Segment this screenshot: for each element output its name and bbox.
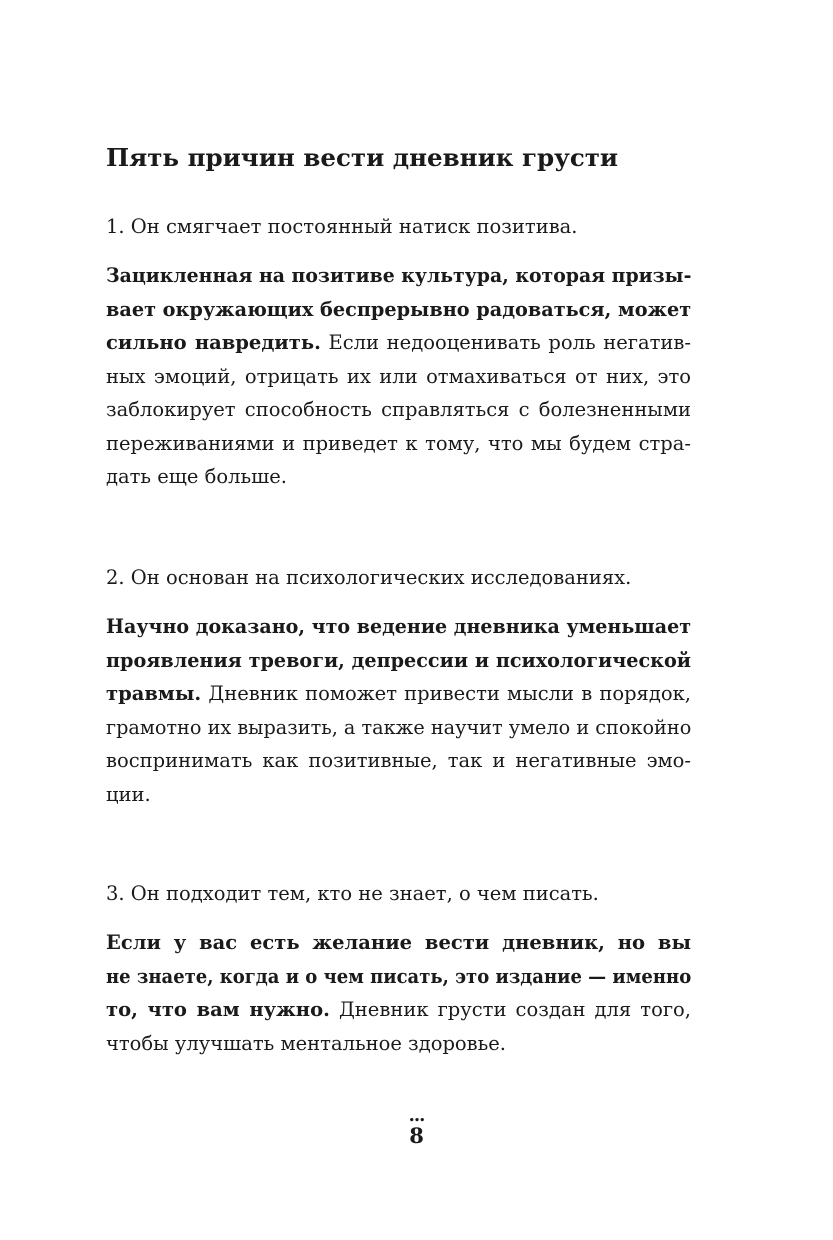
text-line: Зацикленная на позитиве культура, которая призы- [106,264,692,287]
text-line: сильно навредить. Если недооценивать роль негатив- [106,331,691,354]
text-line: Если у вас есть желание вести дневник, но вы [106,931,691,954]
page-number: 8 [409,1123,424,1148]
text-line: грамотно их выразить, а также научит умело и спокойно [106,715,692,739]
text-line: чтобы улучшать ментальное здоровье. [106,1031,506,1055]
text-line: не знаете, когда и о чем писать, это издание — именно [106,964,692,988]
text-line: вает окружающих беспрерывно радоваться, может [106,297,692,321]
reason-body [106,610,691,811]
reason-heading: 3. Он подходит тем, кто не знает, о чем писать. [106,882,599,905]
text-line: Научно доказано, что ведение дневника уменьшает [106,615,691,638]
page-footer [0,1105,833,1150]
text-line: проявления тревоги, депрессии и психологической [106,648,691,672]
page-title: Пять причин вести дневник грусти [106,143,619,172]
reason-body [106,926,691,1060]
text-line: ных эмоций, отрицать их или отмахиваться от них, это [106,364,691,388]
reason-1 [106,210,691,494]
text-line: ции. [106,782,151,806]
text-line: переживаниями и приведет к тому, что мы будем стра- [106,431,691,455]
reason-heading: 2. Он основан на психологических исследованиях. [106,566,632,589]
text-line: воспринимать как позитивные, так и негативные эмо- [106,749,691,772]
reason-heading: 1. Он смягчает постоянный натиск позитива. [106,215,578,238]
text-line: то, что вам нужно. Дневник грусти создан для того, [106,998,691,1021]
reason-3 [106,877,691,1060]
text-line: заблокирует способность справляться с болезненными [106,398,691,421]
text-line: травмы. Дневник поможет привести мысли в порядок, [106,682,691,705]
reason-2 [106,561,691,811]
ornament-dots: ... [408,1105,425,1126]
text-line: дать еще больше. [106,465,287,488]
reason-body [106,259,691,494]
